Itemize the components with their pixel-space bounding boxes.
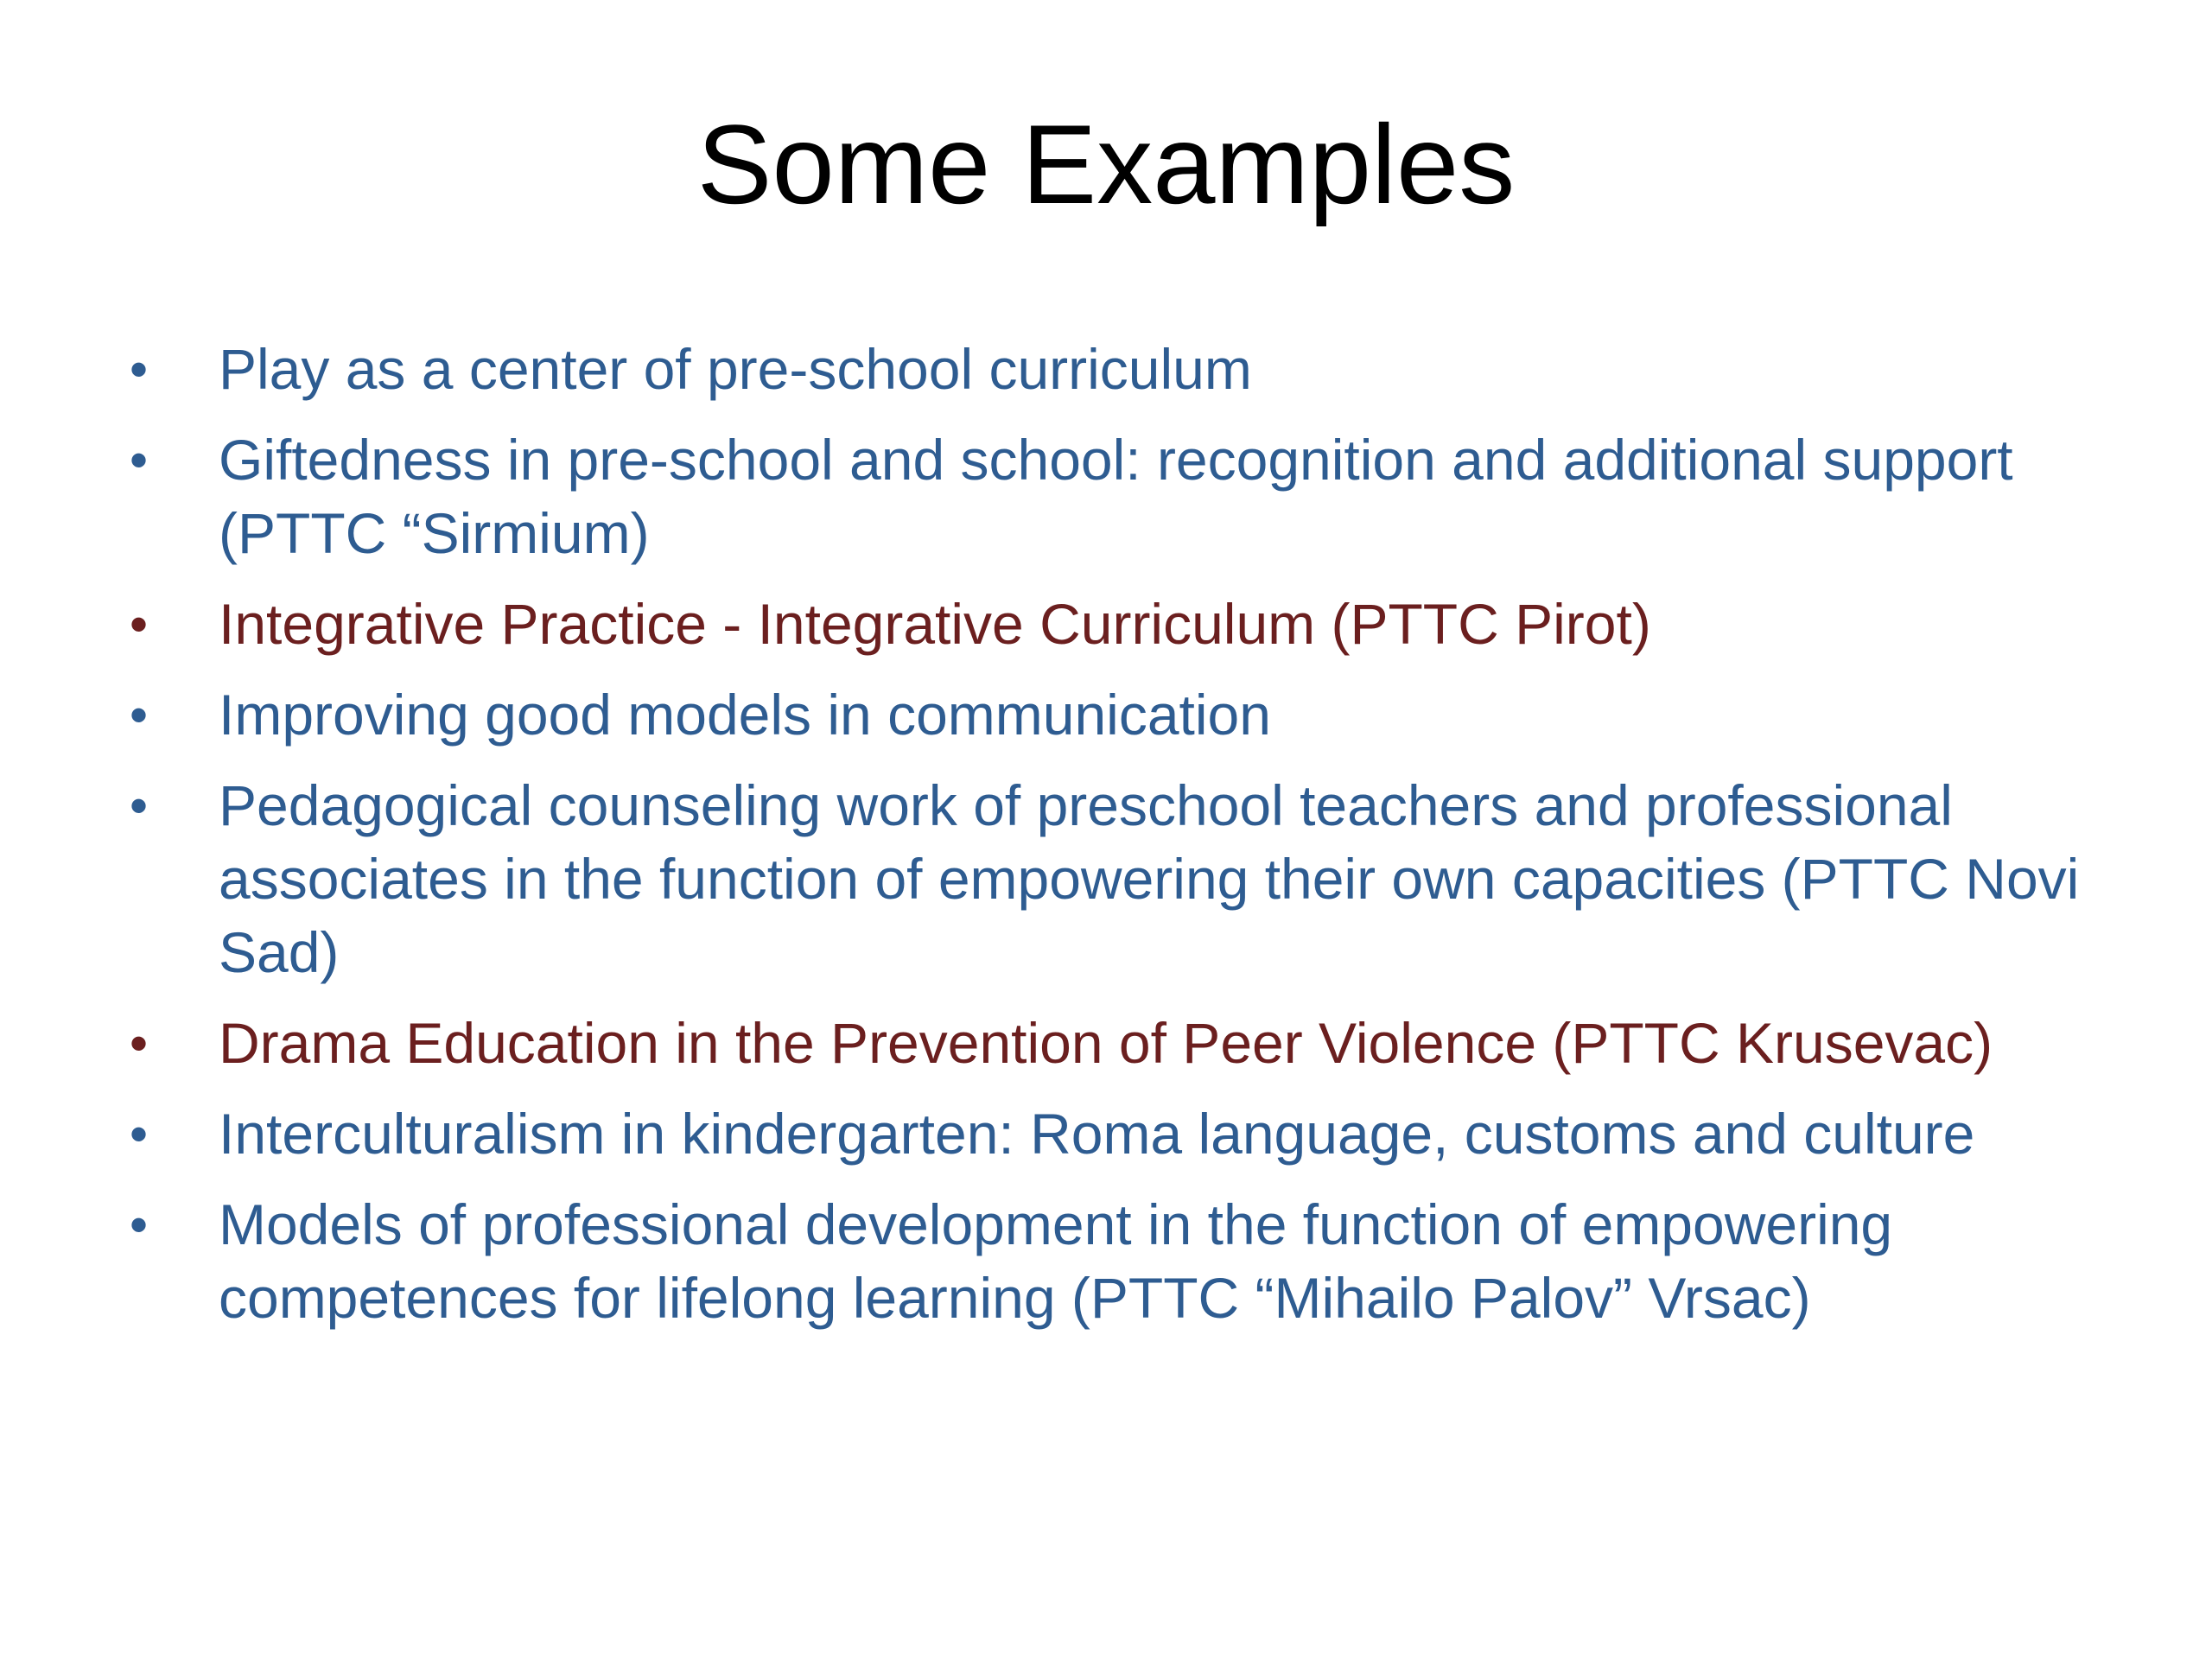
bullet-icon: • [130,686,149,744]
bullet-icon: • [130,777,149,835]
bullet-text: Integrative Practice - Integrative Curriculum (PTTC Pirot) [219,592,1651,656]
bullet-item [130,333,2117,406]
bullet-icon: • [130,1105,149,1163]
bullet-icon: • [130,1196,149,1254]
bullet-item [130,769,2117,989]
bullet-icon: • [130,595,149,653]
bullet-item [130,423,2117,570]
bullet-icon: • [130,431,149,489]
bullet-item [130,1007,2117,1080]
bullet-text: Play as a center of pre-school curriculum [219,337,1252,401]
bullet-item [130,1188,2117,1335]
bullet-list [130,333,2117,1352]
bullet-item [130,1097,2117,1171]
bullet-text: Pedagogical counseling work of preschool teachers and professional associates in the function of empowering their own capacities (PTTC Novi Sad) [219,773,2080,984]
bullet-text: Improving good models in communication [219,683,1271,747]
bullet-icon: • [130,1014,149,1072]
bullet-text: Models of professional development in the function of empowering competences for lifelong learning (PTTC “Mihailo Palov” Vrsac) [219,1192,1893,1330]
bullet-text: Interculturalism in kindergarten: Roma language, customs and culture [219,1102,1975,1166]
slide-title: Some Examples [696,101,1516,227]
bullet-item [130,588,2117,661]
bullet-icon: • [130,340,149,398]
bullet-text: Giftedness in pre-school and school: recognition and additional support (PTTC “Sirmium) [219,428,2013,565]
bullet-item [130,678,2117,752]
bullet-text: Drama Education in the Prevention of Peer Violence (PTTC Krusevac) [219,1011,1993,1075]
